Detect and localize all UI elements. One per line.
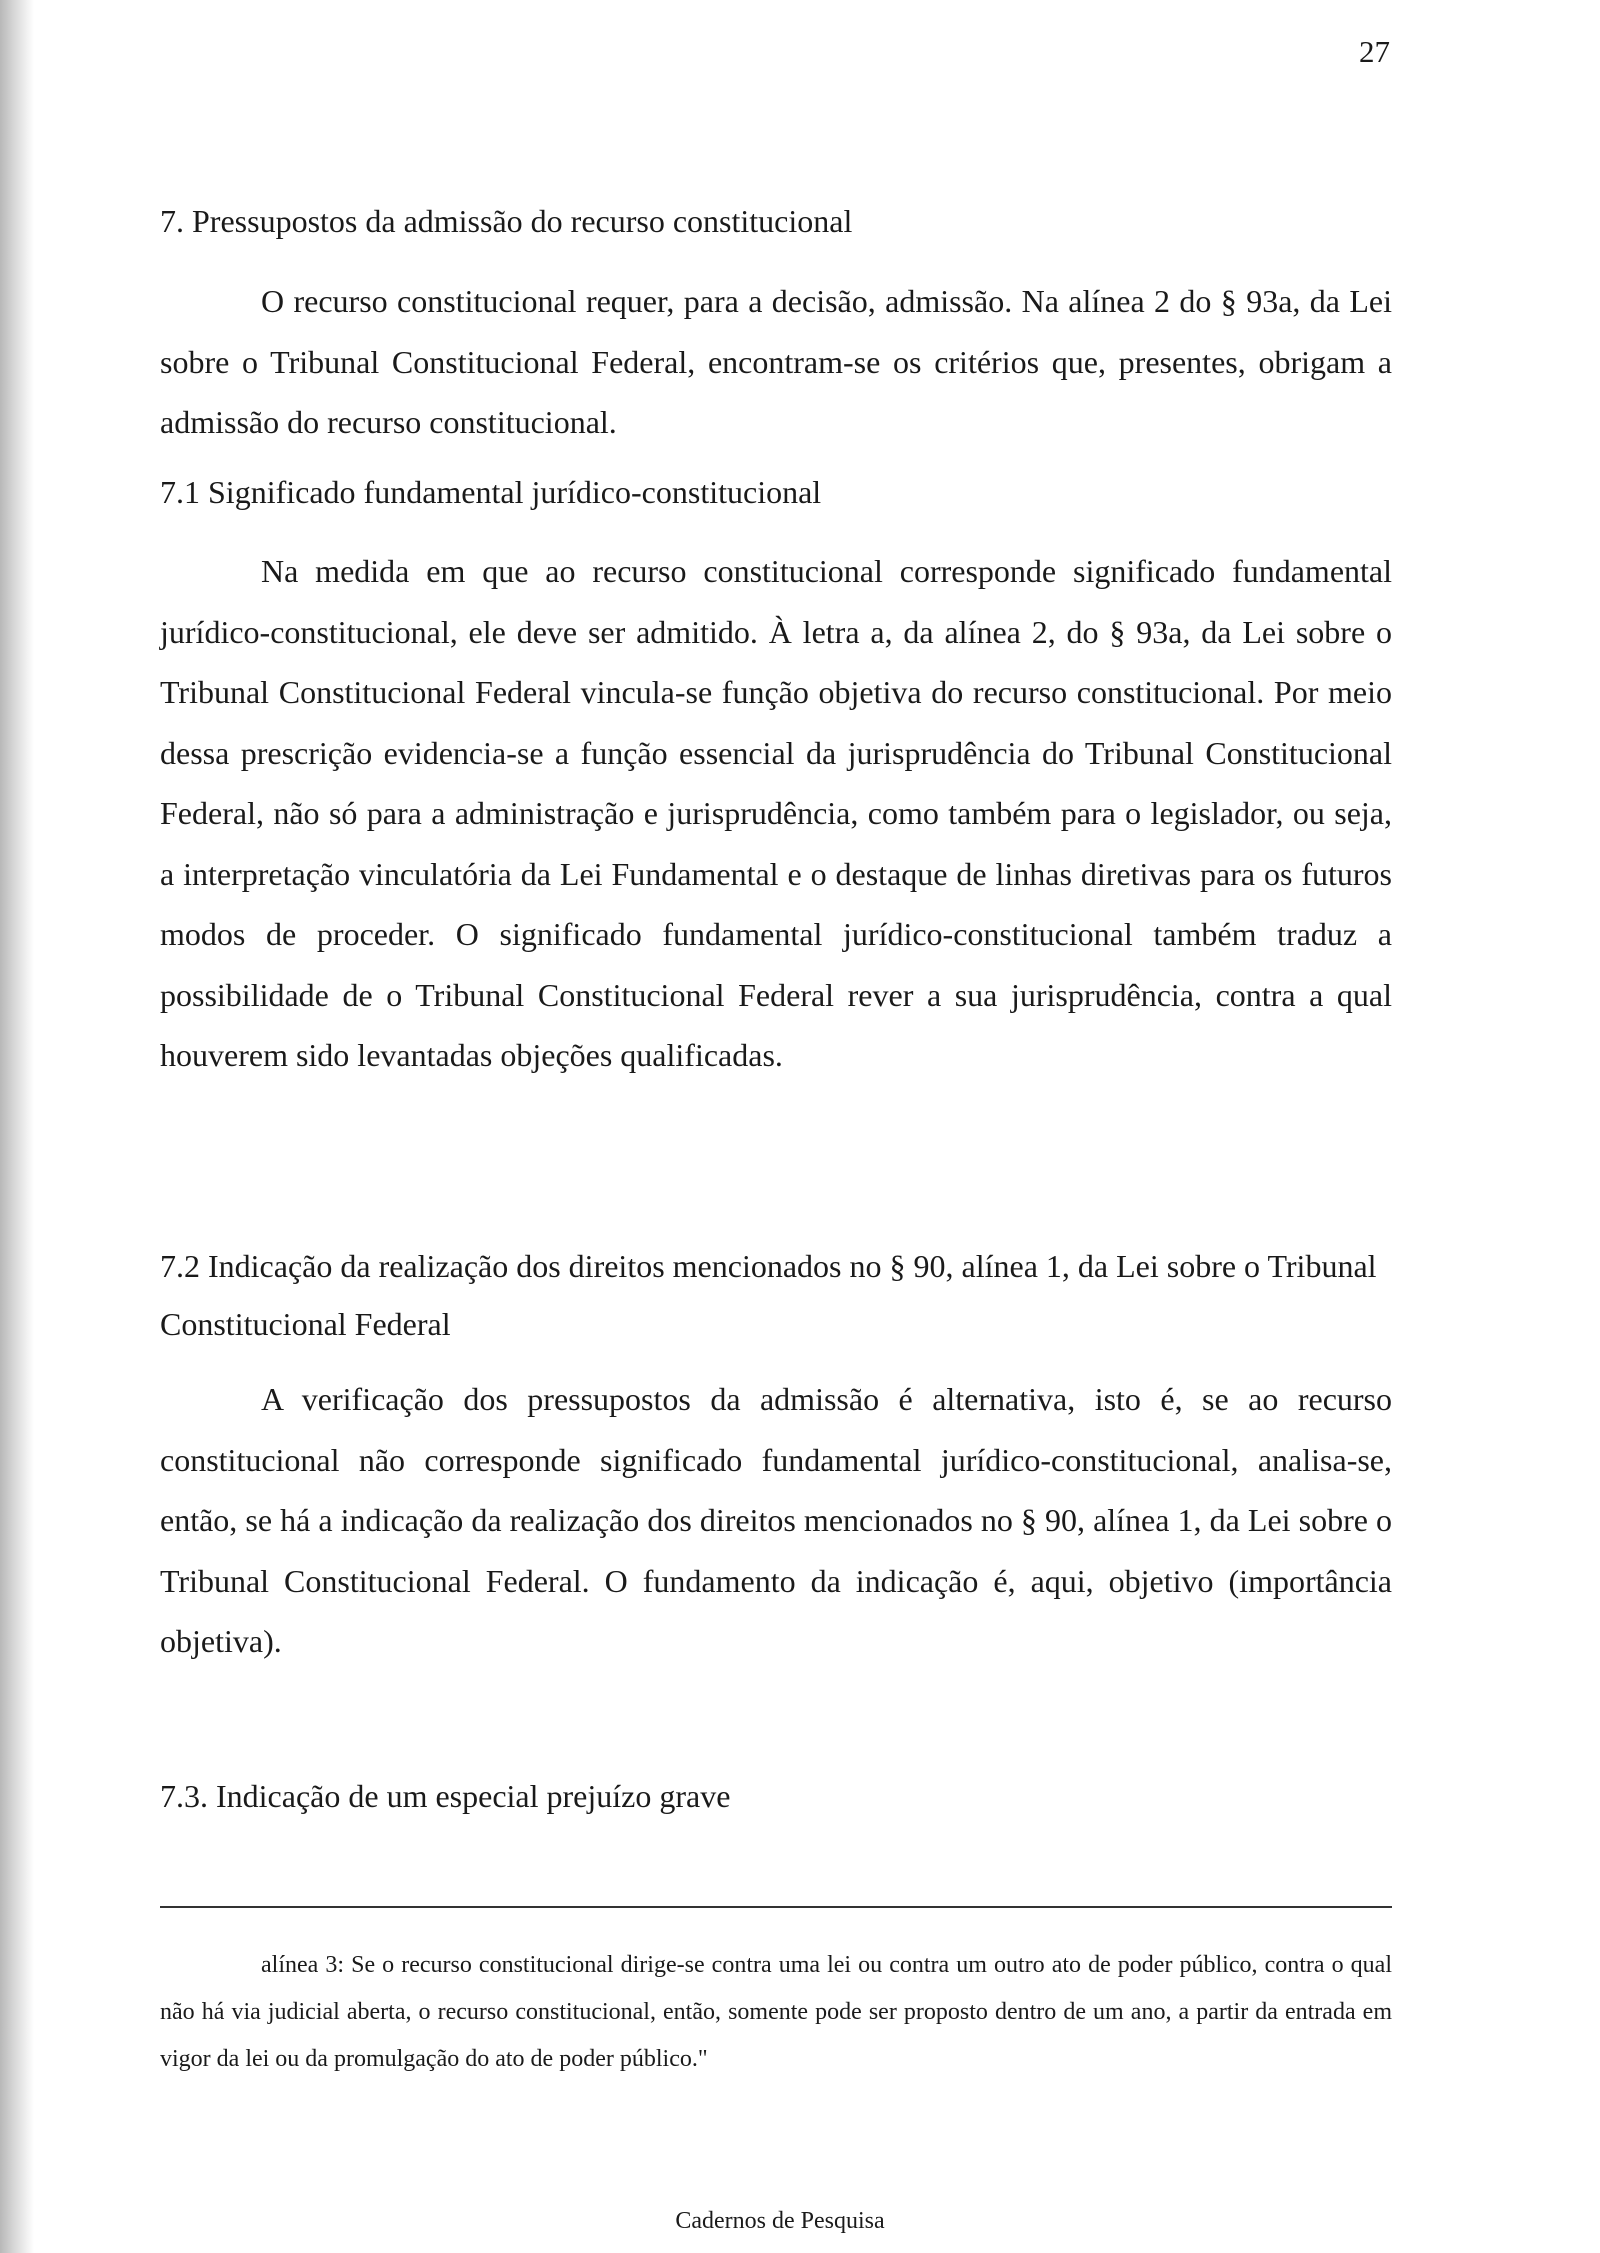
page-number: 27: [1359, 34, 1390, 69]
section-7-paragraph: O recurso constitucional requer, para a decisão, admissão. Na alínea 2 do § 93a, da Lei sobre o Tribunal Constitucional Federal, encontram-se os critérios que, presentes, obrigam a admissão do recurso constitucional.: [160, 283, 1392, 440]
section-7-1-paragraph: Na medida em que ao recurso constitucional corresponde significado fundamental jurídico-constitucional, ele deve ser admitido. À letra a, da alínea 2, do § 93a, da Lei sobre o Tribunal Constitucional Federal vincula-se função objetiva do recurso constitucional. Por meio dessa prescrição evidencia-se a função essencial da jurisprudência do Tribunal Constitucional Federal, não só para a administração e jurisprudência, como também para o legislador, ou seja, a interpretação vinculatória da Lei Fundamental e o destaque de linhas diretivas para os futuros modos de proceder. O significado fundamental jurídico-constitucional também traduz a possibilidade de o Tribunal Constitucional Federal rever a sua jurisprudência, contra a qual houverem sido levantadas objeções qualificadas.: [160, 553, 1392, 1073]
footnote-separator: [160, 1906, 1392, 1908]
section-7-2-paragraph: A verificação dos pressupostos da admissão é alternativa, isto é, se ao recurso constitucional não corresponde significado fundamental jurídico-constitucional, analisa-se, então, se há a indicação da realização dos direitos mencionados no § 90, alínea 1, da Lei sobre o Tribunal Constitucional Federal. O fundamento da indicação é, aqui, objetivo (importância objetiva).: [160, 1381, 1392, 1659]
footnote: alínea 3: Se o recurso constitucional dirige-se contra uma lei ou contra um outro ato de poder público, contra o qual não há via judicial aberta, o recurso constitucional, então, somente pode ser proposto dentro de um ano, a partir da entrada em vigor da lei ou da promulgação do ato de poder público.": [160, 1952, 1392, 2072]
section-7-3-heading: 7.3. Indicação de um especial prejuízo grave: [160, 1778, 731, 1814]
section-7-1-heading: 7.1 Significado fundamental jurídico-constitucional: [160, 474, 822, 510]
section-7-2-heading: 7.2 Indicação da realização dos direitos mencionados no § 90, alínea 1, da Lei sobre o Tribunal Constitucional Federal: [160, 1248, 1377, 1342]
page-binding-shadow: [0, 0, 34, 2253]
footer-journal-name: Cadernos de Pesquisa: [675, 2208, 885, 2234]
section-7-heading: 7. Pressupostos da admissão do recurso constitucional: [160, 203, 853, 239]
